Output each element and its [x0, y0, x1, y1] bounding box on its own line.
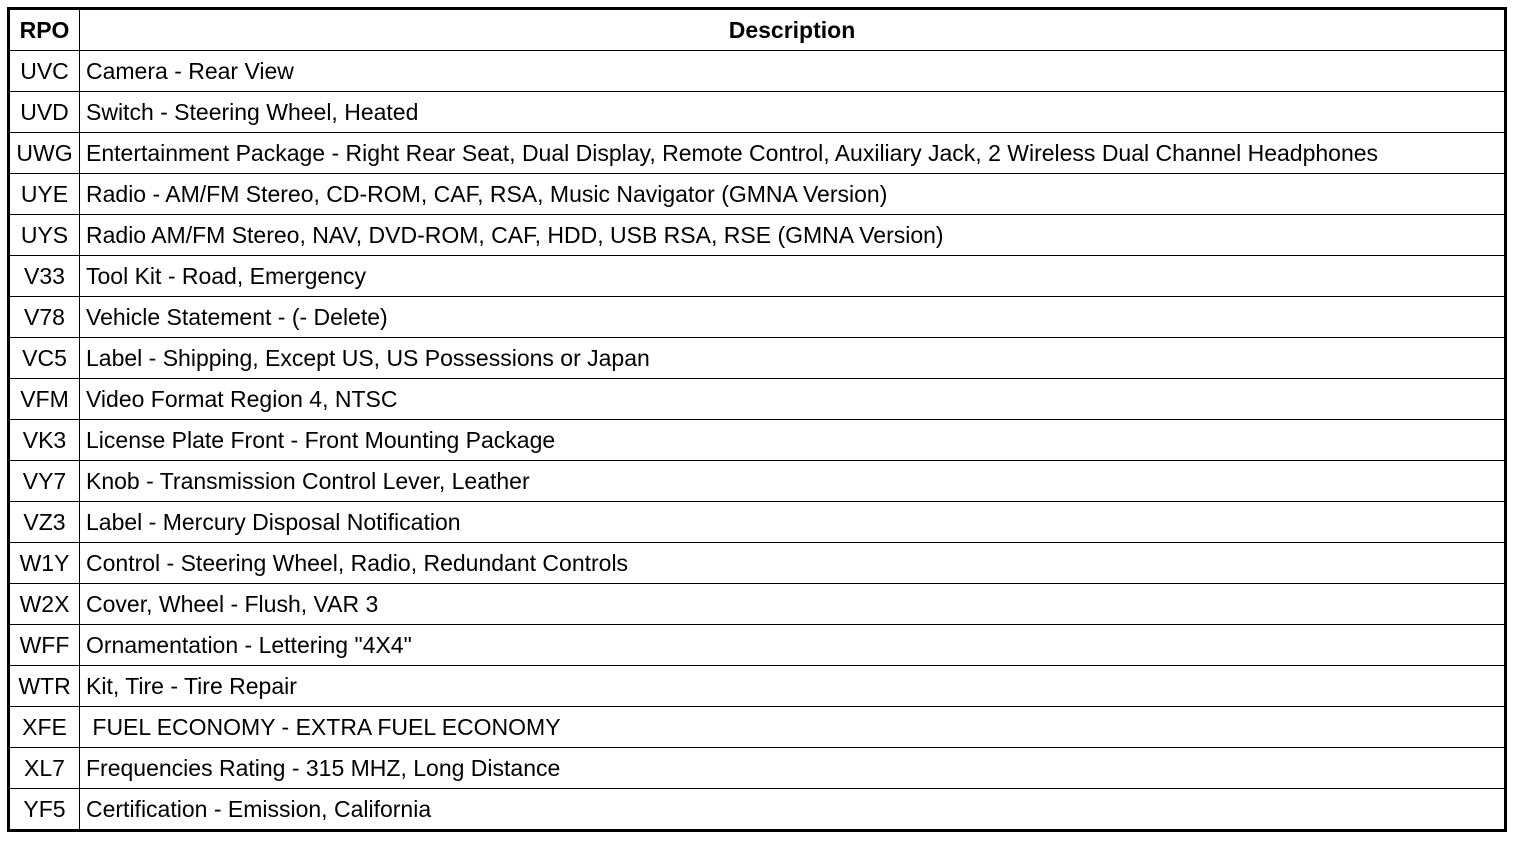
description-cell: Radio AM/FM Stereo, NAV, DVD-ROM, CAF, HDD, USB RSA, RSE (GMNA Version)	[80, 215, 1506, 256]
description-cell: FUEL ECONOMY - EXTRA FUEL ECONOMY	[80, 707, 1506, 748]
rpo-code-cell: WFF	[9, 625, 80, 666]
table-row	[9, 461, 1506, 502]
rpo-code-cell: XFE	[9, 707, 80, 748]
table-row	[9, 92, 1506, 133]
description-cell: Video Format Region 4, NTSC	[80, 379, 1506, 420]
rpo-code-cell: WTR	[9, 666, 80, 707]
table-row	[9, 584, 1506, 625]
rpo-code-cell: VC5	[9, 338, 80, 379]
rpo-code-cell: UYS	[9, 215, 80, 256]
table-row	[9, 174, 1506, 215]
rpo-code-cell: UYE	[9, 174, 80, 215]
rpo-code-cell: VK3	[9, 420, 80, 461]
rpo-code-cell: YF5	[9, 789, 80, 831]
rpo-table-container	[7, 7, 1507, 832]
rpo-code-cell: VFM	[9, 379, 80, 420]
description-cell: Certification - Emission, California	[80, 789, 1506, 831]
description-cell: Radio - AM/FM Stereo, CD-ROM, CAF, RSA, Music Navigator (GMNA Version)	[80, 174, 1506, 215]
description-cell: Knob - Transmission Control Lever, Leather	[80, 461, 1506, 502]
description-cell: License Plate Front - Front Mounting Package	[80, 420, 1506, 461]
table-row	[9, 379, 1506, 420]
table-row	[9, 133, 1506, 174]
description-cell: Label - Shipping, Except US, US Possessions or Japan	[80, 338, 1506, 379]
description-cell: Cover, Wheel - Flush, VAR 3	[80, 584, 1506, 625]
description-cell: Label - Mercury Disposal Notification	[80, 502, 1506, 543]
table-row	[9, 256, 1506, 297]
table-row	[9, 543, 1506, 584]
table-row	[9, 625, 1506, 666]
column-header-description: Description	[80, 9, 1506, 51]
description-cell: Vehicle Statement - (- Delete)	[80, 297, 1506, 338]
description-cell: Frequencies Rating - 315 MHZ, Long Distance	[80, 748, 1506, 789]
rpo-code-cell: XL7	[9, 748, 80, 789]
table-row	[9, 502, 1506, 543]
table-row	[9, 666, 1506, 707]
table-row	[9, 748, 1506, 789]
table-header-row	[9, 9, 1506, 51]
description-cell: Tool Kit - Road, Emergency	[80, 256, 1506, 297]
table-row	[9, 789, 1506, 831]
rpo-code-cell: W2X	[9, 584, 80, 625]
description-cell: Switch - Steering Wheel, Heated	[80, 92, 1506, 133]
rpo-code-cell: VZ3	[9, 502, 80, 543]
rpo-code-cell: UVD	[9, 92, 80, 133]
table-row	[9, 707, 1506, 748]
rpo-code-cell: UVC	[9, 51, 80, 92]
rpo-code-cell: UWG	[9, 133, 80, 174]
table-row	[9, 338, 1506, 379]
table-body	[9, 51, 1506, 831]
table-row	[9, 420, 1506, 461]
description-cell: Camera - Rear View	[80, 51, 1506, 92]
description-cell: Entertainment Package - Right Rear Seat, Dual Display, Remote Control, Auxiliary Jack, 2 Wireless Dual Channel Headphones	[80, 133, 1506, 174]
table-row	[9, 215, 1506, 256]
rpo-table	[7, 7, 1507, 832]
description-cell: Ornamentation - Lettering "4X4"	[80, 625, 1506, 666]
column-header-rpo: RPO	[9, 9, 80, 51]
description-cell: Control - Steering Wheel, Radio, Redundant Controls	[80, 543, 1506, 584]
rpo-code-cell: VY7	[9, 461, 80, 502]
rpo-code-cell: V33	[9, 256, 80, 297]
description-cell: Kit, Tire - Tire Repair	[80, 666, 1506, 707]
table-row	[9, 51, 1506, 92]
table-row	[9, 297, 1506, 338]
rpo-code-cell: W1Y	[9, 543, 80, 584]
rpo-code-cell: V78	[9, 297, 80, 338]
